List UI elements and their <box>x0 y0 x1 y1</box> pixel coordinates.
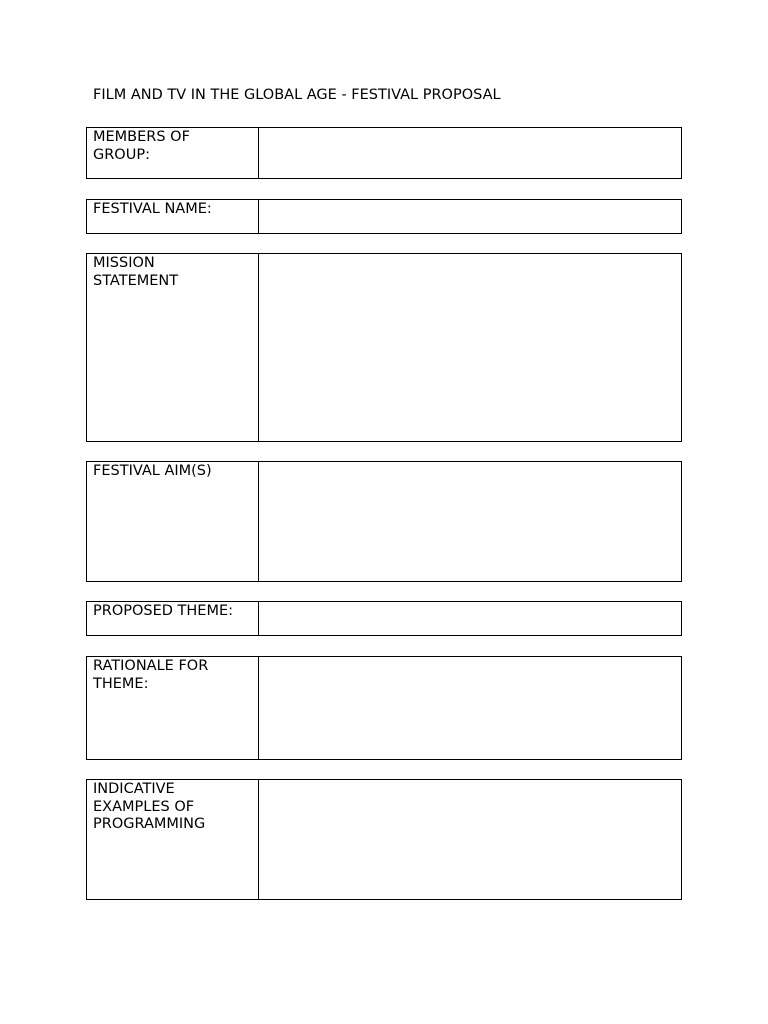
form-row-festival-aims <box>86 461 682 582</box>
proposed-theme-field[interactable] <box>259 602 681 635</box>
form-row-programming-examples <box>86 779 682 900</box>
festival-name-field[interactable] <box>259 200 681 233</box>
programming-examples-label: INDICATIVE EXAMPLES OF PROGRAMMING <box>87 780 259 899</box>
festival-aims-field[interactable] <box>259 462 681 581</box>
festival-name-label: FESTIVAL NAME: <box>87 200 259 233</box>
form-row-mission-statement <box>86 253 682 442</box>
mission-statement-field[interactable] <box>259 254 681 441</box>
members-label: MEMBERS OF GROUP: <box>87 128 259 178</box>
form-row-rationale <box>86 656 682 760</box>
rationale-field[interactable] <box>259 657 681 759</box>
proposed-theme-label: PROPOSED THEME: <box>87 602 259 635</box>
festival-aims-label: FESTIVAL AIM(S) <box>87 462 259 581</box>
form-row-proposed-theme <box>86 601 682 636</box>
mission-statement-label: MISSION STATEMENT <box>87 254 259 441</box>
form-row-members <box>86 127 682 179</box>
form-row-festival-name <box>86 199 682 234</box>
programming-examples-field[interactable] <box>259 780 681 899</box>
members-field[interactable] <box>259 128 681 178</box>
document-title: FILM AND TV IN THE GLOBAL AGE - FESTIVAL PROPOSAL <box>93 87 501 103</box>
rationale-label: RATIONALE FOR THEME: <box>87 657 259 759</box>
